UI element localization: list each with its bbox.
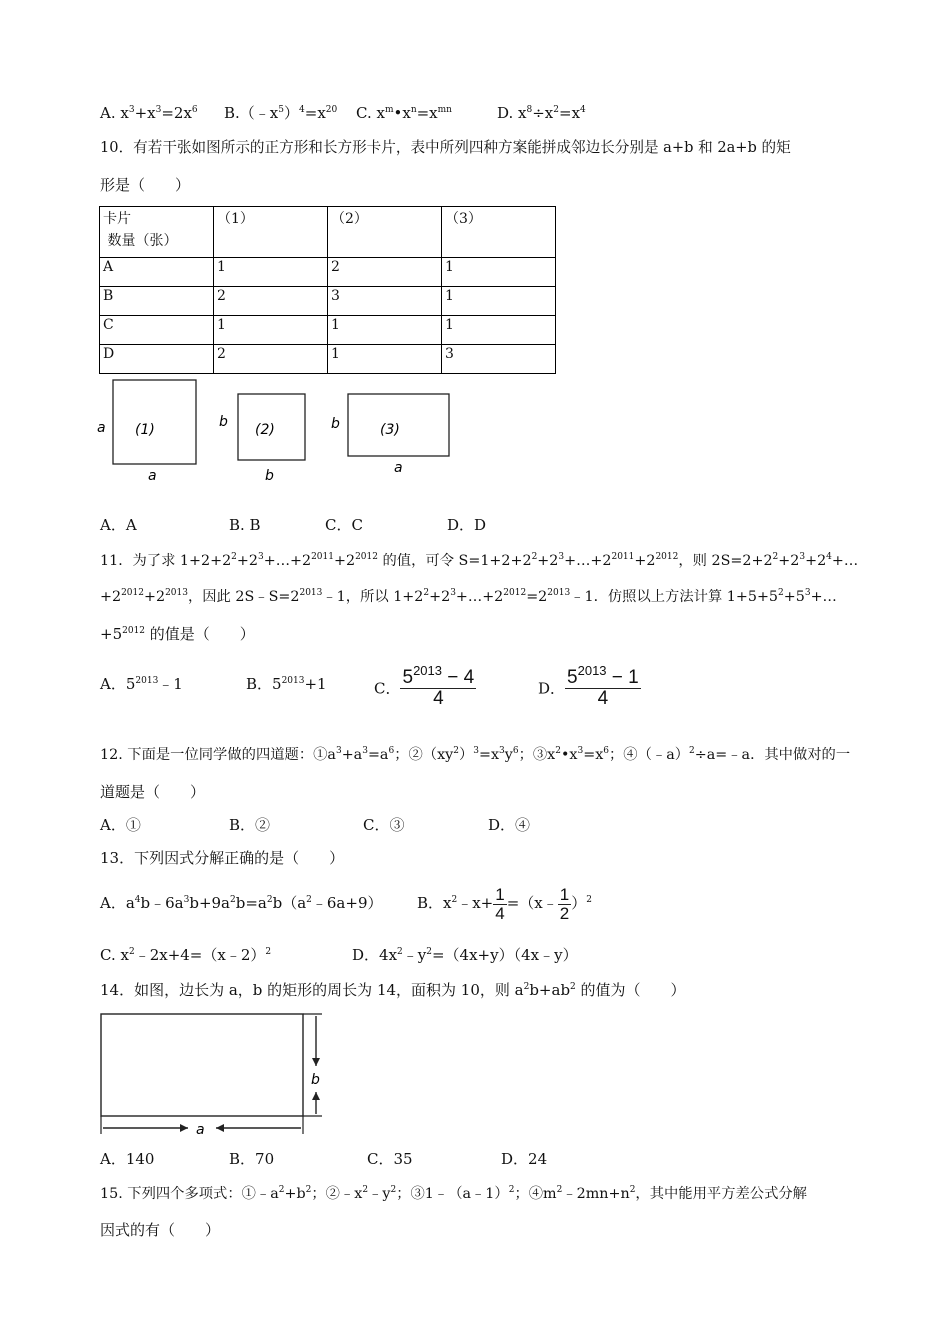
q9-option-b: $B.(﹣x^5)^4=x^{20}$ (224, 104, 338, 122)
q14-option-a: A．140 (100, 1150, 155, 1168)
card-3-side-label: b (331, 416, 340, 432)
row-label: D (100, 345, 214, 374)
table-row (100, 258, 556, 287)
table-header-corner: 卡片 数量（张） (100, 207, 214, 258)
q14-stem: 14．如图，边长为 a，b 的矩形的周长为 14，面积为 10，则 $a^2b+ab^2$ 的值为（ ） (100, 981, 686, 999)
q10-option-a: A．A (100, 516, 137, 534)
card-3-label: (3) (380, 422, 400, 438)
q10-option-d: D．D (447, 516, 487, 534)
q13-option-a: A．$a^4b﹣6a^3b+9a^2b=a^2b(a^2﹣6a+9)$ (100, 894, 383, 912)
card-1-label: (1) (135, 422, 155, 438)
table-cell: 1 (328, 345, 442, 374)
table-cell: 1 (214, 258, 328, 287)
q11-option-a: A．$5^{2013}﹣1$ (100, 675, 183, 693)
q9-option-c: C. $x^m•x^n=x^{mn}$ (356, 104, 452, 122)
table-col-header: （3） (442, 207, 556, 258)
row-label: C (100, 316, 214, 345)
card-3-bottom-label: a (394, 460, 403, 476)
fraction: $\frac{5^{2013} - 1}{4}$ (567, 663, 639, 709)
q13-option-b: B．$x^2﹣x+$ $\frac{1}{4}$ =（x﹣ $\frac{1}{2}$ ）$^2$ (417, 884, 592, 923)
q15-stem-line1: 15. 下列四个多项式：$①﹣a^2+b^2$；$②﹣x^2﹣y^2$；③1﹣（a﹣1）$^2$；$④m^2﹣2mn+n^2$，其中能用平方差公式分解 (100, 1185, 807, 1202)
q10-card-figure (95, 376, 465, 488)
q15-stem-line2: 因式的有（ ） (100, 1221, 221, 1239)
table-row (100, 345, 556, 374)
q14-rectangle-figure (96, 1010, 328, 1138)
q11-stem-line3: $+5^{2012}$ 的值是（ ） (100, 625, 255, 643)
q9-option-a: A. $x^3+x^3=2x^6$ (100, 104, 198, 122)
table-cell: 1 (442, 258, 556, 287)
q9-option-d: D. $x^8\div x^2=x^4$ (497, 104, 586, 122)
q14-option-b: B．70 (229, 1150, 275, 1168)
card-2-side-label: b (219, 414, 228, 430)
table-cell: 1 (214, 316, 328, 345)
row-label: A (100, 258, 214, 287)
table-col-header: （1） (214, 207, 328, 258)
q11-option-d: D． $\frac{5^{2013} - 1}{4}$ (538, 663, 639, 709)
q10-stem-line2: 形是（ ） (100, 176, 191, 194)
table-cell: 3 (328, 287, 442, 316)
table-cell: 2 (214, 345, 328, 374)
q11-stem-line2: $+2^{2012}+2^{2013}$，因此 $2S﹣S=2^{2013}﹣1$，所以 $1+2^2+2^3+\dots+2^{2012}=2^{2013}﹣1$．仿照以上方法计算 $1+5+5^2+5^3+\dots$ (100, 588, 837, 605)
q12-stem-line1: 12. 下面是一位同学做的四道题：$①a^3+a^3=a^6$；$②(xy^2)^3=x^3y^6$；$③x^2•x^3=x^6$；④（﹣a）$^2$÷a=﹣a．其中做对的一 (100, 746, 851, 763)
q14-option-d: D．24 (501, 1150, 548, 1168)
q14-option-c: C．35 (367, 1150, 413, 1168)
q11-stem-line1: 11．为了求 $1+2+2^2+2^3+\dots+2^{2011}+2^{2012}$ 的值，可令 $S=1+2+2^2+2^3+\dots+2^{2011}+2^{2012}$，则 $2S=2+2^2+2^3+2^4+\dots$ (100, 552, 859, 569)
card-2-bottom-label: b (265, 468, 274, 484)
table-cell: 3 (442, 345, 556, 374)
fraction: $\frac{1}{2}$ (559, 884, 570, 923)
table-cell: 1 (328, 316, 442, 345)
table-cell: 2 (328, 258, 442, 287)
q12-stem-line2: 道题是（ ） (100, 783, 206, 801)
q10-stem-line1: 10．有若干张如图所示的正方形和长方形卡片，表中所列四种方案能拼成邻边长分别是 a+b 和 2a+b 的矩 (100, 139, 791, 156)
fraction: $\frac{5^{2013} - 4}{4}$ (402, 663, 475, 709)
q11-option-b: B．$5^{2013}+1$ (246, 675, 327, 693)
q12-option-c: C．③ (363, 816, 405, 834)
table-row (100, 287, 556, 316)
row-label: B (100, 287, 214, 316)
q13-stem: 13．下列因式分解正确的是（ ） (100, 849, 345, 867)
table-cell: 2 (214, 287, 328, 316)
q10-card-table (99, 206, 556, 374)
q10-option-b: B. B (229, 516, 261, 534)
label-a: a (196, 1122, 205, 1138)
label-b: b (311, 1072, 320, 1088)
table-row (100, 316, 556, 345)
rectangle-ab (101, 1014, 303, 1116)
q13-option-c: C. $x^2﹣2x+4=(x﹣2)^2$ (100, 946, 272, 964)
q12-option-b: B．② (229, 816, 271, 834)
fraction: $\frac{1}{4}$ (495, 884, 505, 923)
card-1-side-label: a (97, 420, 106, 436)
q11-option-c: C． $\frac{5^{2013} - 4}{4}$ (374, 663, 475, 709)
q12-option-d: D．④ (488, 816, 531, 834)
card-1-bottom-label: a (148, 468, 157, 484)
q10-option-c: C．C (325, 516, 363, 534)
card-2-label: (2) (255, 422, 275, 438)
table-cell: 1 (442, 287, 556, 316)
table-cell: 1 (442, 316, 556, 345)
table-col-header: （2） (328, 207, 442, 258)
q12-option-a: A．① (100, 816, 141, 834)
q13-option-d: D．$4x^2﹣y^2=(4x+y)(4x﹣y)$ (352, 946, 578, 964)
